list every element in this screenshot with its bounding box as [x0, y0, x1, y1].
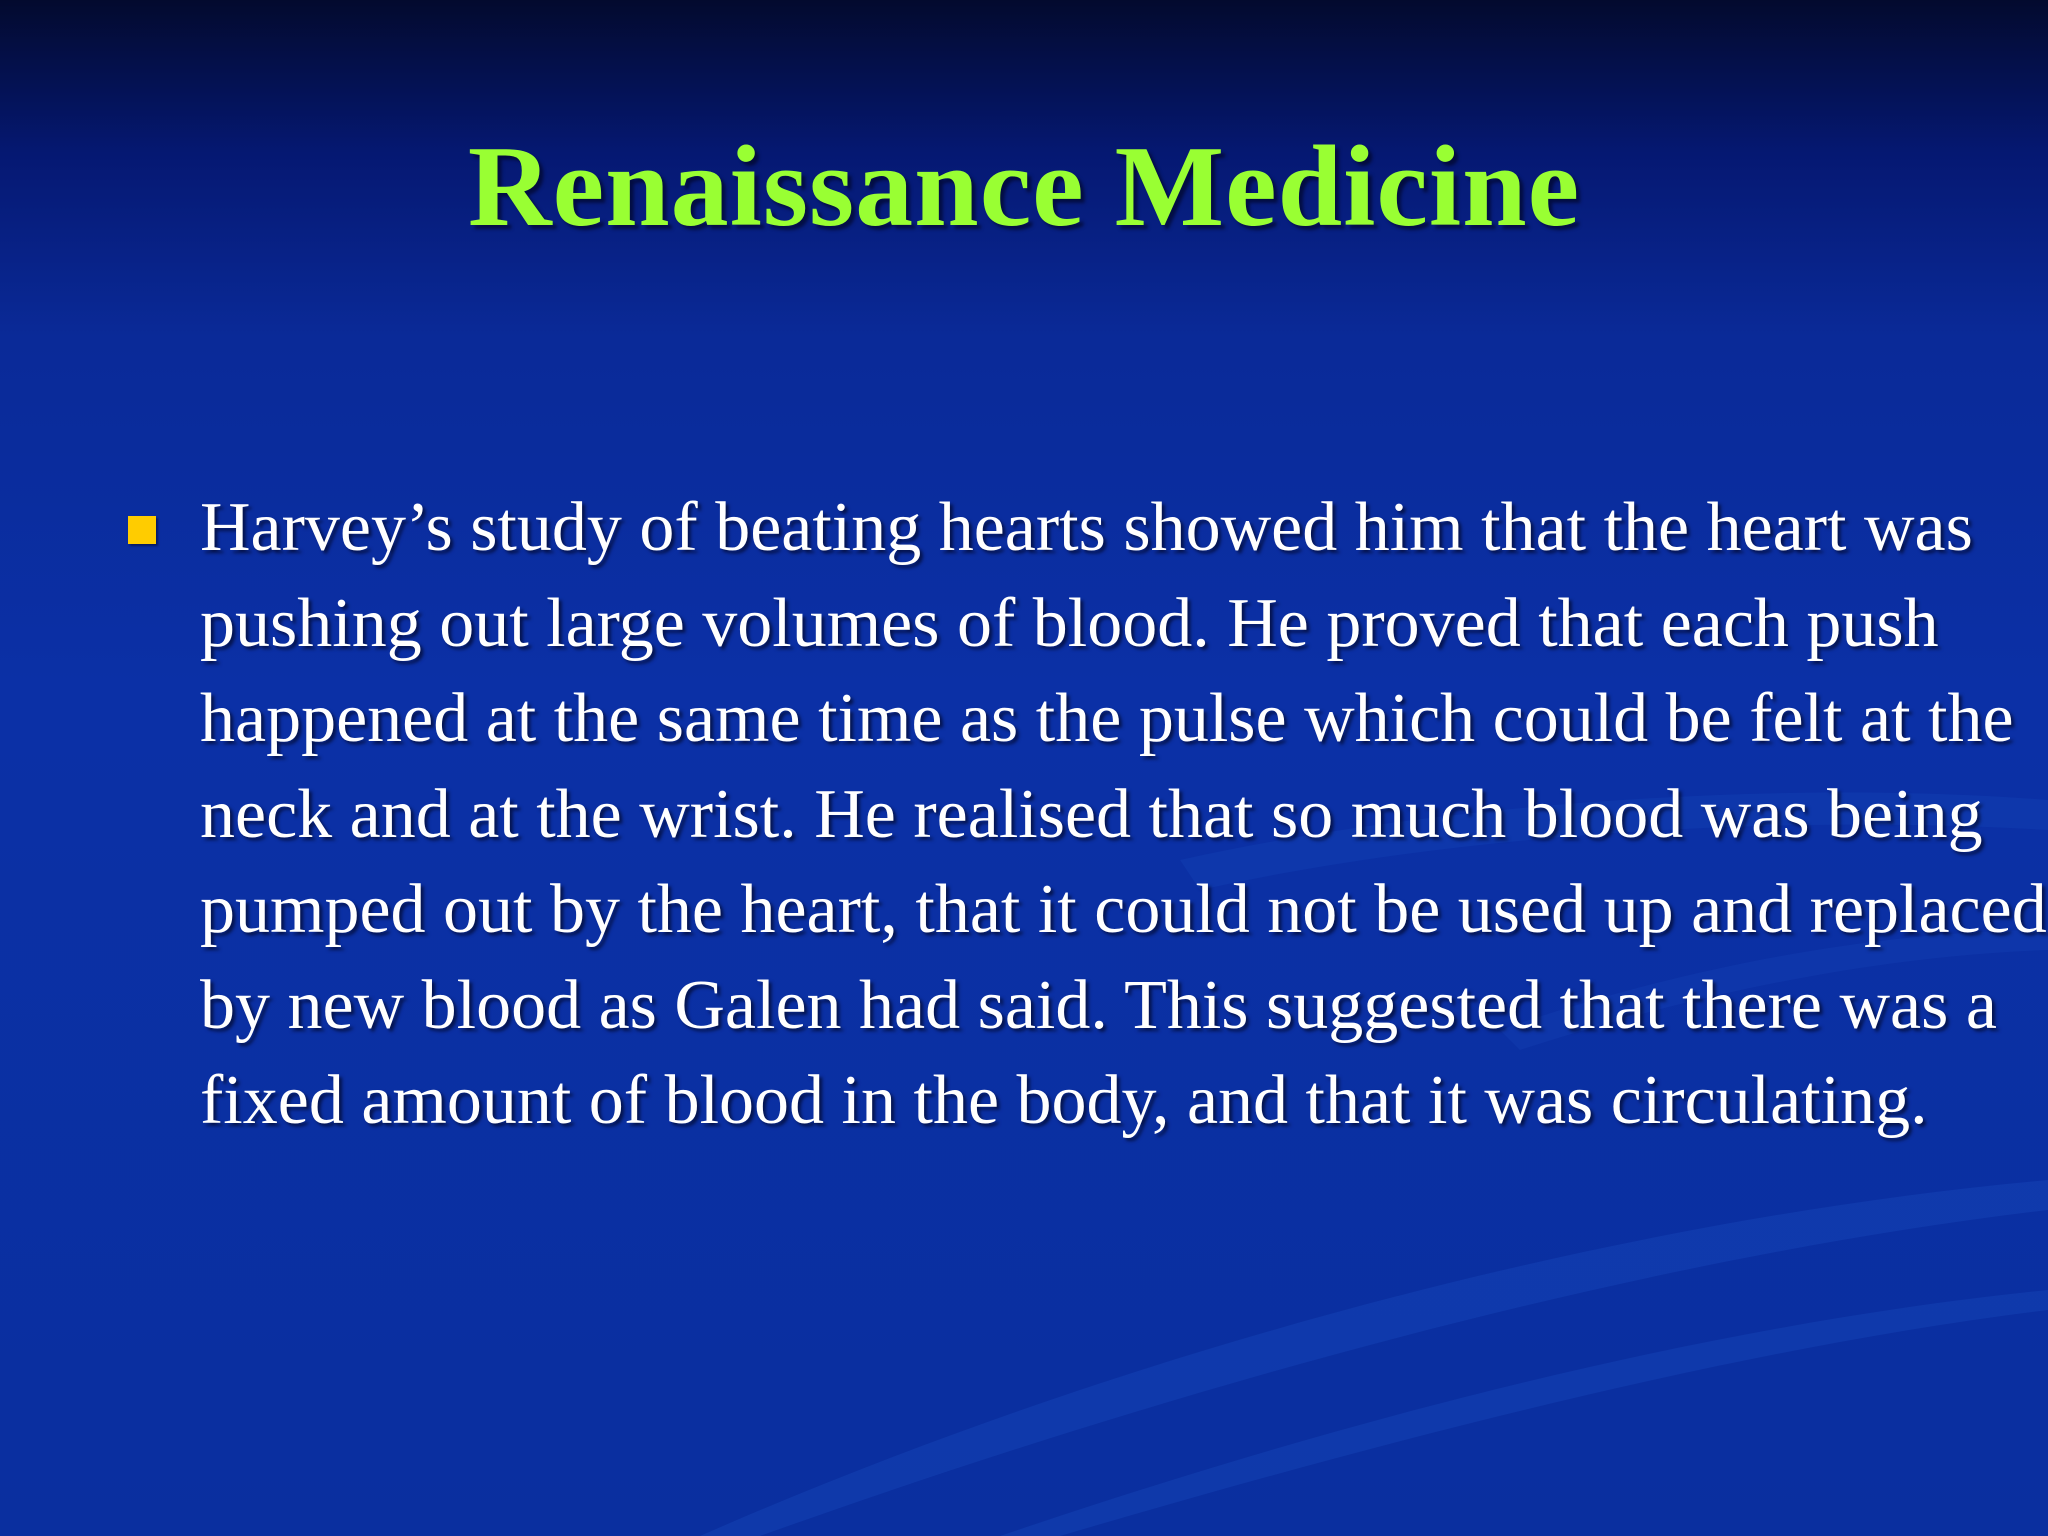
- square-bullet-icon: [128, 516, 156, 544]
- slide-title: Renaissance Medicine: [467, 123, 1581, 251]
- bullet-text: Harvey’s study of beating hearts showed him that the heart was pushing out large volumes of blood. He proved that each push happened at the same time as the pulse which could be felt at the neck and at the wrist. He realised that so much blood was being pumped out by the heart, that it could not be used up and replaced by new blood as Galen had said. This suggested that there was a fixed amount of blood in the body, and that it was circulating.: [200, 489, 2047, 1139]
